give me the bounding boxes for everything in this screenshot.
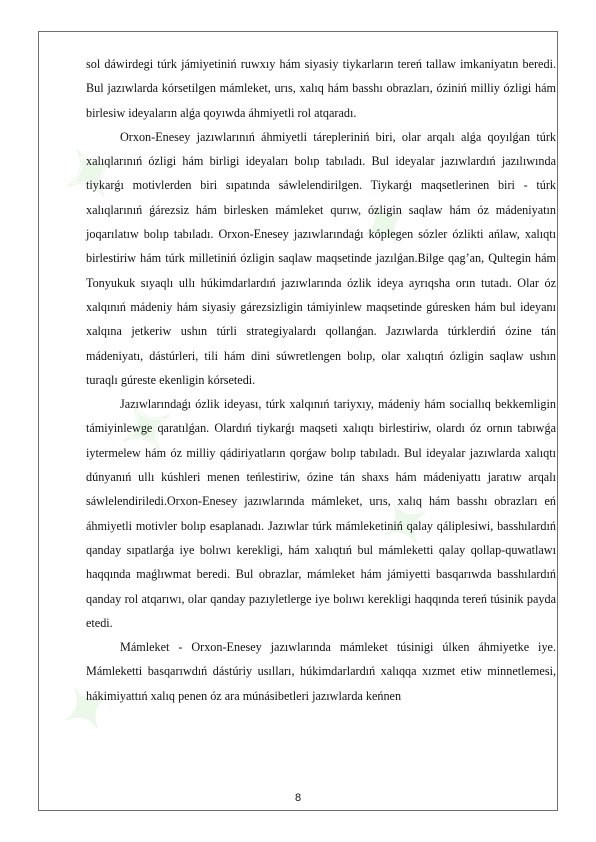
paragraph: Orxon-Enesey jazıwlarınıń áhmiyetli tárepleriniń biri, olar arqalı alǵa qoyılǵan túrk xalıqlarınıń ózligi hám birligi ideyaları bolıp tabıladı. Bul ideyalar jazıwlardıń jazılıwında tiykarǵı motivlerden biri sıpatında sáwlelendirilgen. Tiykarǵı maqsetlerinen biri - túrk xalıqlarınıń ǵárezsiz hám birlesken mámleket qurıw, ózligin saqlaw hám óz mádeniyatın joqarılatıw bolıp tabıladı. Orxon-Enesey jazıwlarındaǵı kóplegen sózler ózlikti ańlaw, xalıqtı birlestiriw hám túrk milletiniń ózligin saqlaw maqsetinde jazılǵan.Bilge qag’an, Qultegin hám Tonyukuk sıyaqlı ullı húkimdarlardıń jazıwlarında ózlik ideya ayrıqsha orın tutadı. Olar óz xalqınıń mádeniy hám siyasiy gárezsizligin támiyinlew maqsetinde gúresken hám bul ideyanı xalqına jetkeriw ushın túrli strategiyalardı qollanǵan. Jazıwlarda túrklerdiń ózine tán mádeniyatı, dástúrleri, tili hám dini súwretlengen bolıp, olar xalıqtıń ózligin saqlaw ushın turaqlı gúreste ekenligin kórsetedi. xyxy=(86,129,556,387)
paragraph: Jazıwlarındaǵı ózlik ideyası, túrk xalqınıń tariyxıy, mádeniy hám sociallıq bekkemligin támiyinlewge qaratılǵan. Olardıń tiykarǵı maqseti xalıqtı birlestiriw, olardı óz ornın tabıwǵa iytermelew hám óz milliy qádiriyatların qorǵaw bolıp tabıladı. Bul ideyalar jazıwlarda xalıqtı dúnyanıń ullı kúshleri menen teńlestiriw, ózine tán shaxs hám mádeniyattı jaratıw arqalı sáwlelendiriledi.Orxon-Enesey jazıwlarında mámleket, urıs, xalıq hám basshı obrazları eń áhmiyetli motivler bolıp esaplanadı. Jazıwlar túrk mámleketiniń qalay qáliplesiwi, basshılardıń qanday sıpatlarǵa iye bolıwı kerekligi, hám xalıqtıń bul mámleketti qalay qollap-quwatlawı haqqında maǵlıwmat beredi. Bul obrazlar, mámleket hám jámiyetti basqarıwda basshılardıń qanday rol atqarıwı, olar qanday pazıyletlerge iye bolıwı kerekligi haqqında tereń túsinik payda etedi. xyxy=(86,397,556,630)
paragraph: sol dáwirdegi túrk jámiyetiniń ruwxıy hám siyasiy tiykarların tereń tallaw imkaniyatın beredi. Bul jazıwlarda kórsetilgen mámleket, urıs, xalıq hám basshı obrazları, óziniń milliy ózligi hám birlesiw ideyaların alǵa qoyıwda áhmiyetli rol atqaradı. xyxy=(86,57,556,120)
svg-text:✦: ✦ xyxy=(46,126,137,223)
paragraph: Mámleket - Orxon-Enesey jazıwlarında mámleket túsinigi úlken áhmiyetke iye. Mámleketti basqarıwdıń dástúriy usılları, húkimdarlardıń xalıqqa xızmet etiw minnetlemesi, hákimiyattıń xalıq penen óz ara múnásibetleri jazıwlarda keńnen xyxy=(86,640,556,703)
body-text xyxy=(86,52,556,708)
svg-text:✦: ✦ xyxy=(367,483,445,567)
svg-text:✦: ✦ xyxy=(102,381,193,478)
svg-text:✦: ✦ xyxy=(347,183,425,267)
svg-text:✦: ✦ xyxy=(48,668,126,752)
page-number: 8 xyxy=(294,792,302,804)
